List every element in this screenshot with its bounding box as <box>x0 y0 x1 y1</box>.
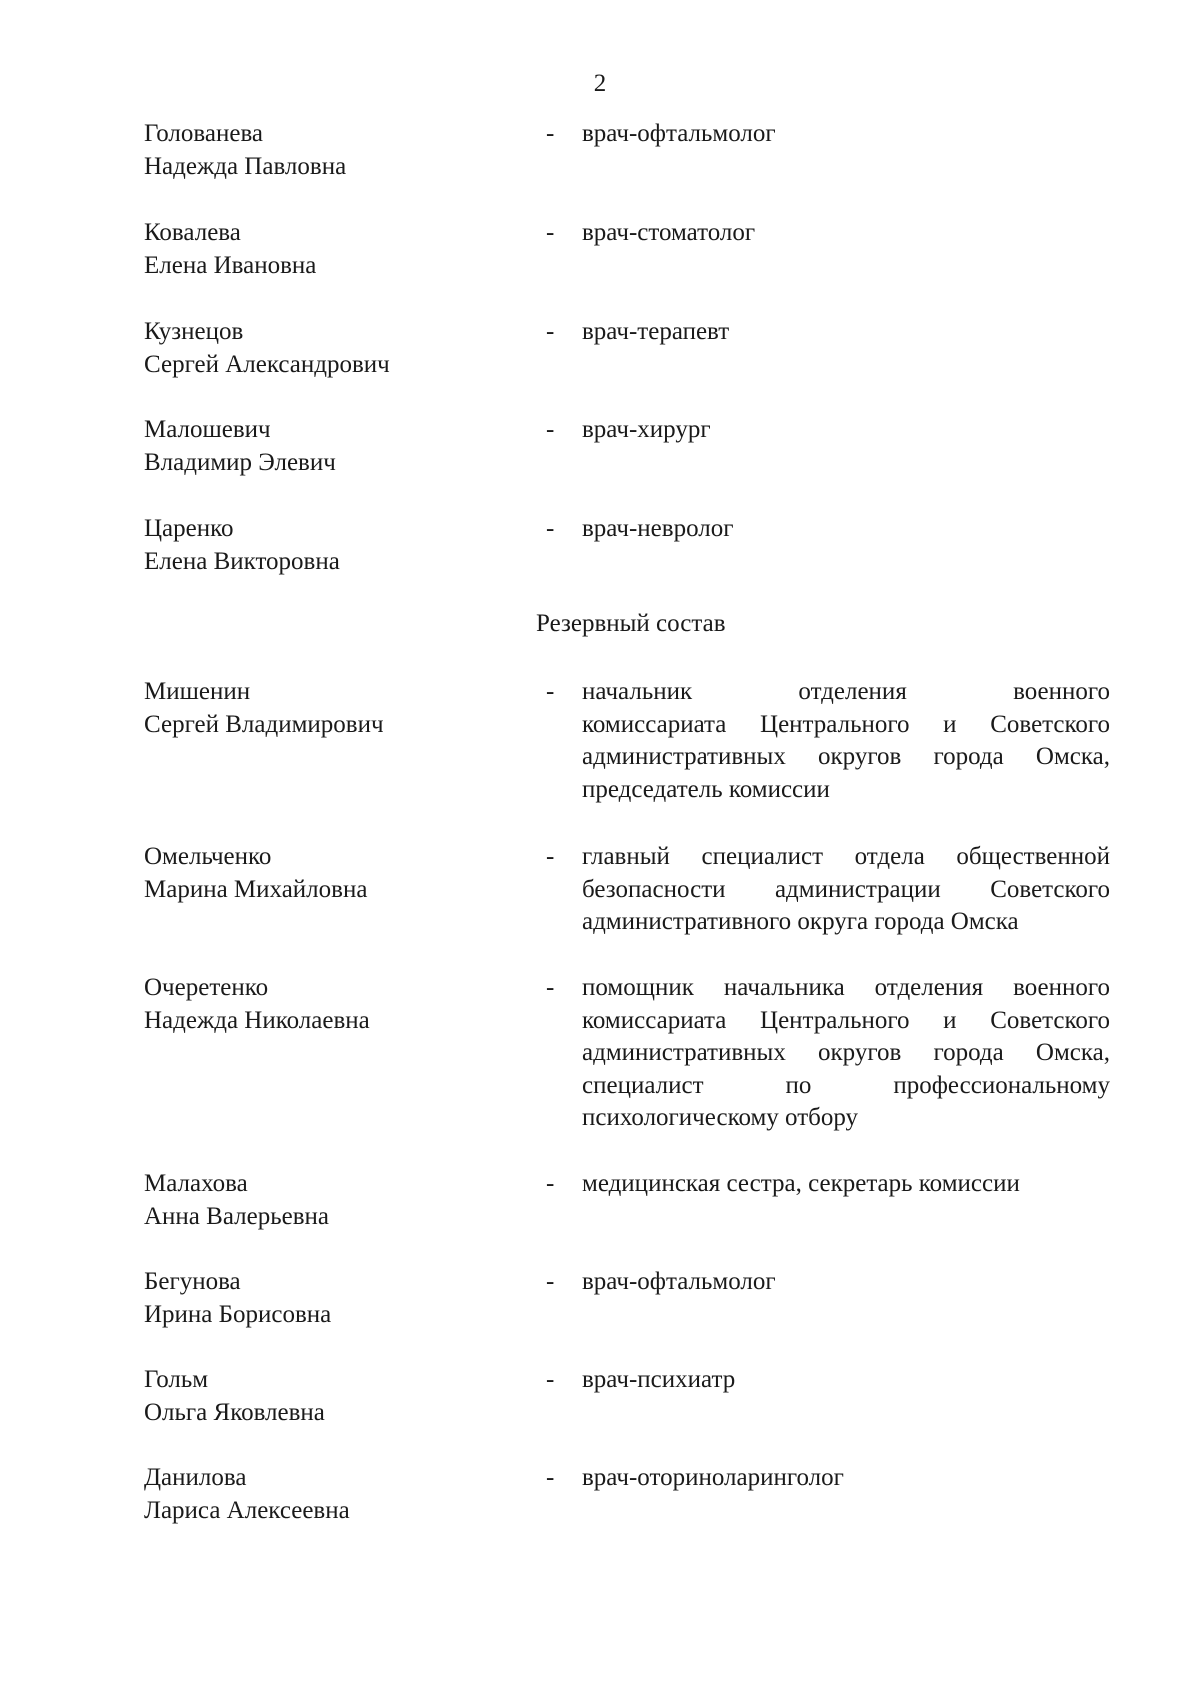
member-role: врач-оториноларинголог <box>582 1464 844 1491</box>
member-role: врач-терапевт <box>582 318 730 345</box>
member-surname: Кузнецов <box>144 318 244 345</box>
role-line: комиссариата Центрального и Советского <box>582 1006 1110 1034</box>
member-name <box>144 972 524 1037</box>
member-given-name: Анна Валерьевна <box>144 1202 329 1230</box>
member-given-name: Надежда Николаевна <box>144 1006 370 1034</box>
member-role: врач-офтальмолог <box>582 1268 776 1295</box>
dash-separator: - <box>546 515 555 542</box>
dash-separator: - <box>546 1170 555 1197</box>
member-name <box>144 1364 524 1429</box>
member-surname: Гольм <box>144 1366 209 1393</box>
role-line: административного округа города Омска <box>582 908 1019 935</box>
role-line: специалист по профессиональному <box>582 1071 1110 1099</box>
member-surname: Мишенин <box>144 678 251 705</box>
member-surname: Голованева <box>144 120 264 147</box>
role-line: психологическому отбору <box>582 1104 859 1131</box>
dash-separator: - <box>546 219 555 246</box>
member-name <box>144 1462 524 1527</box>
member-surname: Очеретенко <box>144 974 269 1001</box>
dash-separator: - <box>546 843 555 870</box>
member-name <box>144 513 524 578</box>
member-surname: Омельченко <box>144 843 272 870</box>
role-line: безопасности администрации Советского <box>582 875 1110 903</box>
member-role: медицинская сестра, секретарь комиссии <box>582 1170 1020 1197</box>
dash-separator: - <box>546 120 555 147</box>
member-given-name: Лариса Алексеевна <box>144 1496 350 1524</box>
member-given-name: Ирина Борисовна <box>144 1300 332 1328</box>
dash-separator: - <box>546 1268 555 1295</box>
dash-separator: - <box>546 416 555 443</box>
dash-separator: - <box>546 1366 555 1393</box>
dash-separator: - <box>546 318 555 345</box>
member-name <box>144 1168 524 1233</box>
member-name <box>144 316 524 381</box>
member-name <box>144 1266 524 1331</box>
member-surname: Малошевич <box>144 416 271 443</box>
dash-separator: - <box>546 1464 555 1491</box>
member-surname: Царенко <box>144 515 234 542</box>
member-given-name: Сергей Александрович <box>144 350 390 378</box>
member-given-name: Елена Викторовна <box>144 547 340 575</box>
dash-separator: - <box>546 974 555 1001</box>
member-surname: Ковалева <box>144 219 241 246</box>
member-role: врач-психиатр <box>582 1366 736 1393</box>
member-role <box>582 676 1110 806</box>
role-line: председатель комиссии <box>582 775 830 803</box>
member-name <box>144 841 524 906</box>
member-surname: Малахова <box>144 1170 248 1197</box>
member-name <box>144 676 524 741</box>
member-surname: Бегунова <box>144 1268 241 1295</box>
member-role <box>582 841 1110 939</box>
role-line: комиссариата Центрального и Советского <box>582 710 1110 738</box>
page-number: 2 <box>593 70 607 97</box>
member-role <box>582 972 1110 1135</box>
role-line: административных округов города Омска, <box>582 743 1110 770</box>
member-role: врач-невролог <box>582 515 734 542</box>
member-name <box>144 414 524 479</box>
dash-separator: - <box>546 678 555 705</box>
role-line: административных округов города Омска, <box>582 1039 1110 1066</box>
member-surname: Данилова <box>144 1464 247 1491</box>
role-line: начальник отделения военного <box>582 678 1110 705</box>
member-given-name: Елена Ивановна <box>144 251 317 279</box>
member-given-name: Владимир Элевич <box>144 448 336 476</box>
reserve-heading: Резервный состав <box>536 610 726 637</box>
member-given-name: Марина Михайловна <box>144 875 368 903</box>
member-role: врач-офтальмолог <box>582 120 776 147</box>
member-name <box>144 217 524 282</box>
member-role: врач-стоматолог <box>582 219 756 246</box>
member-given-name: Надежда Павловна <box>144 152 347 180</box>
member-given-name: Сергей Владимирович <box>144 710 384 738</box>
role-line: главный специалист отдела общественной <box>582 843 1110 870</box>
member-role: врач-хирург <box>582 416 711 443</box>
member-name <box>144 118 524 183</box>
member-given-name: Ольга Яковлевна <box>144 1398 325 1426</box>
role-line: помощник начальника отделения военного <box>582 974 1110 1001</box>
